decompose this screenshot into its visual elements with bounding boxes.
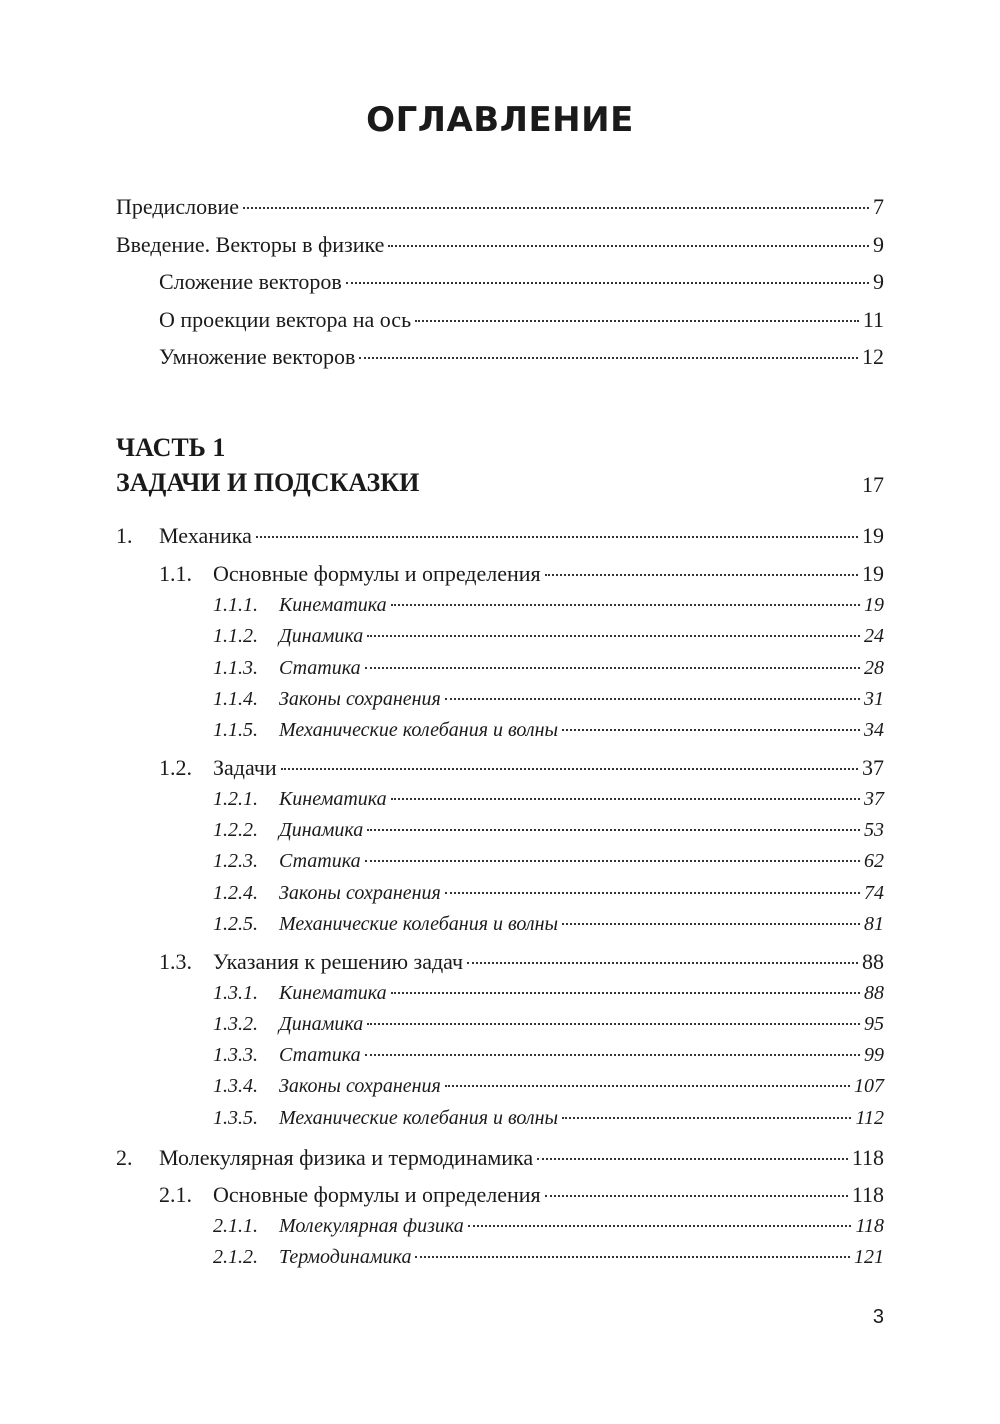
- toc-entry-number: 1.1.1.: [213, 594, 258, 616]
- toc-subsection[interactable]: [213, 983, 884, 1003]
- dot-leader: [281, 768, 858, 770]
- toc-entry-title: Статика: [279, 850, 361, 872]
- dot-leader: [388, 245, 869, 247]
- toc-entry-title: Статика: [279, 1044, 361, 1066]
- toc-entry-title: Статика: [279, 657, 361, 679]
- toc-entry[interactable]: [159, 309, 884, 331]
- toc-entry-number: 1.3.2.: [213, 1013, 258, 1035]
- toc-entry-title: Законы сохранения: [279, 882, 441, 904]
- part-page: 17: [862, 472, 884, 497]
- toc-entry-page: 88: [864, 982, 884, 1004]
- toc-entry-page: 19: [862, 561, 884, 586]
- toc-chapter[interactable]: [116, 1147, 884, 1169]
- toc-subsection[interactable]: [213, 720, 884, 740]
- toc-subsection[interactable]: [213, 789, 884, 809]
- dot-leader: [445, 1085, 850, 1087]
- toc-entry-title: Задачи: [213, 755, 277, 780]
- toc-entry-title: Умножение векторов: [159, 344, 356, 369]
- toc-entry-page: 24: [864, 625, 884, 647]
- toc-entry-title: Кинематика: [279, 788, 387, 810]
- dot-leader: [445, 698, 860, 700]
- toc-chapter[interactable]: [116, 525, 884, 547]
- dot-leader: [365, 667, 860, 669]
- toc-entry-title: Указания к решению задач: [213, 949, 464, 974]
- toc-entry-number: 1.2.5.: [213, 913, 258, 935]
- toc-entry-number: 1.2.1.: [213, 788, 258, 810]
- dot-leader: [359, 357, 858, 359]
- toc-entry-number: 1.3.3.: [213, 1044, 258, 1066]
- toc-entry-page: 118: [851, 1145, 884, 1170]
- toc-entry-title: Введение. Векторы в физике: [116, 232, 385, 257]
- toc-entry-title: Динамика: [279, 819, 364, 841]
- dot-leader: [562, 729, 860, 731]
- toc-entry-title: Кинематика: [279, 594, 387, 616]
- toc-entry[interactable]: [159, 271, 884, 293]
- toc-subsection[interactable]: [213, 1216, 884, 1236]
- toc-subsection[interactable]: [213, 914, 884, 934]
- toc-subsection[interactable]: [213, 820, 884, 840]
- dot-leader: [467, 962, 858, 964]
- toc-entry[interactable]: [116, 196, 884, 218]
- toc-entry-page: 9: [873, 232, 884, 257]
- dot-leader: [391, 798, 860, 800]
- toc-entry-page: 81: [864, 913, 884, 935]
- dot-leader: [445, 892, 860, 894]
- dot-leader: [391, 604, 860, 606]
- toc-entry-title: Кинематика: [279, 982, 387, 1004]
- toc-entry-number: 2.1.2.: [213, 1246, 258, 1268]
- toc-entry-title: Предисловие: [116, 194, 239, 219]
- dot-leader: [346, 282, 869, 284]
- toc-entry-title: Механические колебания и волны: [279, 913, 559, 935]
- dot-leader: [365, 860, 860, 862]
- toc-entry-page: 118: [855, 1215, 884, 1237]
- toc-entry-page: 19: [864, 594, 884, 616]
- dot-leader: [562, 923, 860, 925]
- dot-leader: [367, 1023, 860, 1025]
- toc-entry-page: 9: [873, 269, 884, 294]
- toc-subsection[interactable]: [213, 595, 884, 615]
- dot-leader: [468, 1225, 852, 1227]
- toc-entry-number: 1.1.4.: [213, 688, 258, 710]
- toc-entry-page: 7: [873, 194, 884, 219]
- dot-leader: [415, 1256, 850, 1258]
- dot-leader: [243, 207, 869, 209]
- toc-entry-page: 88: [862, 949, 884, 974]
- toc-subsection[interactable]: [213, 1014, 884, 1034]
- toc-subsection[interactable]: [213, 851, 884, 871]
- toc-entry-page: 121: [854, 1246, 884, 1268]
- toc-subsection[interactable]: [213, 883, 884, 903]
- toc-entry-number: 1.1.2.: [213, 625, 258, 647]
- toc-entry-number: 1.: [116, 523, 133, 548]
- toc-entry-number: 1.1.3.: [213, 657, 258, 679]
- toc-entry-number: 1.3.: [159, 949, 192, 974]
- toc-entry-number: 1.3.5.: [213, 1107, 258, 1129]
- toc-entry-title: Сложение векторов: [159, 269, 342, 294]
- page-number: 3: [872, 1306, 884, 1328]
- toc-entry-title: Термодинамика: [279, 1246, 412, 1268]
- toc-section[interactable]: [159, 1184, 884, 1206]
- toc-entry-title: Молекулярная физика и термодинамика: [159, 1145, 534, 1170]
- toc-entry-number: 1.3.1.: [213, 982, 258, 1004]
- toc-subsection[interactable]: [213, 1076, 884, 1096]
- toc-entry-number: 1.2.: [159, 755, 192, 780]
- toc-entry-title: Основные формулы и определения: [213, 561, 541, 586]
- toc-entry-title: Механика: [159, 523, 252, 548]
- toc-entry-page: 28: [864, 657, 884, 679]
- toc-entry-number: 2.1.: [159, 1182, 192, 1207]
- toc-entry-title: Законы сохранения: [279, 1075, 441, 1097]
- toc-subsection[interactable]: [213, 1108, 884, 1128]
- toc-subsection[interactable]: [213, 626, 884, 646]
- toc-entry[interactable]: [159, 346, 884, 368]
- toc-entry-number: 2.: [116, 1145, 133, 1170]
- toc-entry-number: 1.3.4.: [213, 1075, 258, 1097]
- toc-entry-number: 1.1.: [159, 561, 192, 586]
- toc-entry-title: Механические колебания и волны: [279, 719, 559, 741]
- toc-entry-page: 37: [864, 788, 884, 810]
- part-title[interactable]: ЗАДАЧИ И ПОДСКАЗКИ: [116, 468, 420, 497]
- toc-section[interactable]: [159, 563, 884, 585]
- toc-entry-number: 2.1.1.: [213, 1215, 258, 1237]
- dot-leader: [545, 574, 858, 576]
- toc-entry-number: 1.1.5.: [213, 719, 258, 741]
- toc-entry-title: Законы сохранения: [279, 688, 441, 710]
- toc-entry-page: 37: [862, 755, 884, 780]
- toc-entry-page: 12: [862, 344, 884, 369]
- page-title: ОГЛАВЛЕНИЕ: [366, 100, 634, 140]
- toc-entry-page: 99: [864, 1044, 884, 1066]
- toc-entry-page: 62: [864, 850, 884, 872]
- toc-entry-page: 112: [855, 1107, 884, 1129]
- dot-leader: [391, 992, 860, 994]
- toc-subsection[interactable]: [213, 1045, 884, 1065]
- toc-section[interactable]: [159, 951, 884, 973]
- toc-subsection[interactable]: [213, 689, 884, 709]
- toc-entry-page: 118: [851, 1182, 884, 1207]
- toc-entry-page: 34: [864, 719, 884, 741]
- dot-leader: [415, 320, 859, 322]
- toc-entry-number: 1.2.4.: [213, 882, 258, 904]
- part-label: ЧАСТЬ 1: [116, 433, 226, 462]
- dot-leader: [545, 1195, 848, 1197]
- dot-leader: [367, 635, 860, 637]
- dot-leader: [256, 536, 858, 538]
- toc-subsection[interactable]: [213, 1247, 884, 1267]
- toc-entry-title: Динамика: [279, 625, 364, 647]
- dot-leader: [537, 1158, 848, 1160]
- dot-leader: [367, 829, 860, 831]
- toc-entry-title: Молекулярная физика: [279, 1215, 464, 1237]
- toc-entry-page: 11: [862, 307, 884, 332]
- dot-leader: [365, 1054, 860, 1056]
- toc-entry-title: О проекции вектора на ось: [159, 307, 412, 332]
- toc-entry-number: 1.2.3.: [213, 850, 258, 872]
- toc-entry-page: 95: [864, 1013, 884, 1035]
- toc-entry-title: Динамика: [279, 1013, 364, 1035]
- toc-entry-title: Механические колебания и волны: [279, 1107, 559, 1129]
- toc-entry-page: 31: [864, 688, 884, 710]
- toc-section[interactable]: [159, 757, 884, 779]
- dot-leader: [562, 1117, 851, 1119]
- toc-entry-page: 53: [864, 819, 884, 841]
- toc-entry[interactable]: [116, 234, 884, 256]
- toc-entry-title: Основные формулы и определения: [213, 1182, 541, 1207]
- toc-entry-page: 19: [862, 523, 884, 548]
- toc-entry-number: 1.2.2.: [213, 819, 258, 841]
- toc-entry-page: 107: [854, 1075, 884, 1097]
- toc-entry-page: 74: [864, 882, 884, 904]
- toc-subsection[interactable]: [213, 658, 884, 678]
